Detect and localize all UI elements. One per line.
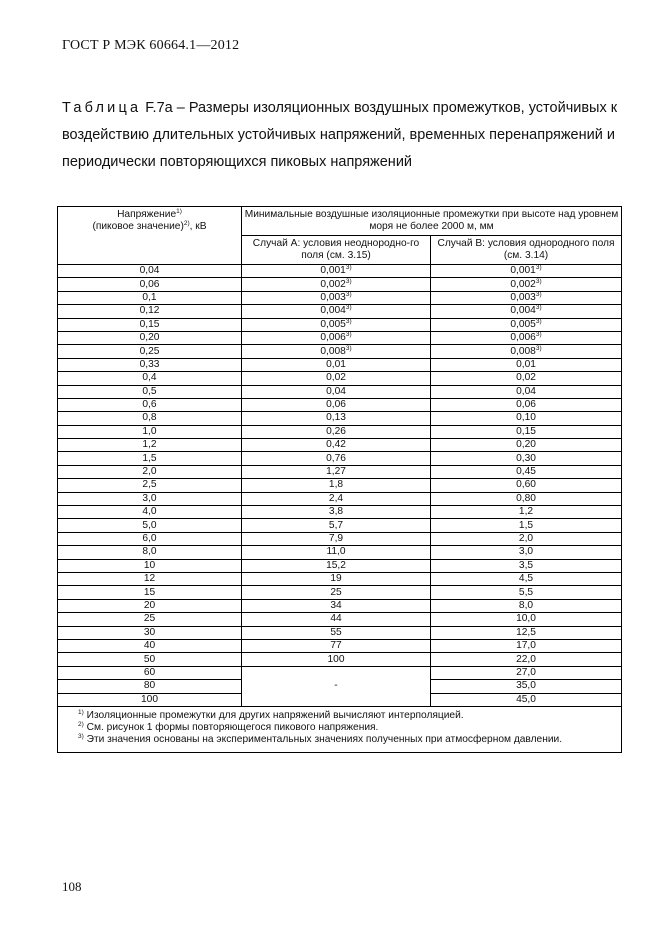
- voltage-cell: 40: [58, 639, 242, 652]
- case-a-cell: 0,42: [242, 439, 431, 452]
- page-number: 108: [62, 879, 82, 894]
- case-a-cell: 2,4: [242, 492, 431, 505]
- voltage-cell: 0,5: [58, 385, 242, 398]
- table-row: [58, 506, 622, 519]
- voltage-cell: 0,12: [58, 305, 242, 318]
- case-b-cell: 0,20: [431, 439, 622, 452]
- table-row: [58, 626, 622, 639]
- voltage-cell: 8,0: [58, 546, 242, 559]
- case-b-cell: 5,5: [431, 586, 622, 599]
- table-row: [58, 479, 622, 492]
- case-a-cell: 1,27: [242, 465, 431, 478]
- table-row: [58, 425, 622, 438]
- voltage-cell: 15: [58, 586, 242, 599]
- caption-number: F.7а: [145, 100, 173, 116]
- case-b-cell: 0,80: [431, 492, 622, 505]
- case-a-cell: 15,2: [242, 559, 431, 572]
- case-a-cell: 44: [242, 613, 431, 626]
- case-a-cell: 0,002$^{3)}$: [242, 278, 431, 291]
- case-b-cell: 0,002$^{3)}$: [431, 278, 622, 291]
- case-b-cell: 0,001$^{3)}$: [431, 265, 622, 278]
- voltage-cell: 1,0: [58, 425, 242, 438]
- case-b-cell: 35,0: [431, 680, 622, 693]
- case-b-cell: 0,60: [431, 479, 622, 492]
- case-a-cell: 0,76: [242, 452, 431, 465]
- table-row: [58, 412, 622, 425]
- voltage-cell: 5,0: [58, 519, 242, 532]
- voltage-cell: 0,1: [58, 291, 242, 304]
- voltage-cell: 0,04: [58, 265, 242, 278]
- case-a-cell: 0,02: [242, 372, 431, 385]
- voltage-cell: 1,2: [58, 439, 242, 452]
- case-b-cell: 45,0: [431, 693, 622, 706]
- table-row: [58, 265, 622, 278]
- case-a-cell: 5,7: [242, 519, 431, 532]
- voltage-cell: 20: [58, 599, 242, 612]
- case-b-cell: 22,0: [431, 653, 622, 666]
- table-caption: [62, 95, 622, 176]
- case-a-header: Случай А: условия неоднородно-го поля (см. 3.15): [242, 236, 431, 265]
- case-a-cell: 100: [242, 653, 431, 666]
- case-a-cell: 0,006$^{3)}$: [242, 331, 431, 344]
- table-row: [58, 639, 622, 652]
- case-b-cell: 10,0: [431, 613, 622, 626]
- case-b-cell: 0,01: [431, 358, 622, 371]
- case-b-cell: 0,45: [431, 465, 622, 478]
- case-a-cell: 0,004$^{3)}$: [242, 305, 431, 318]
- table-row: [58, 546, 622, 559]
- table-row: [58, 372, 622, 385]
- voltage-cell: 2,5: [58, 479, 242, 492]
- voltage-cell: 50: [58, 653, 242, 666]
- table-row: [58, 398, 622, 411]
- clearance-header: Минимальные воздушные изоляционные промежутки при высоте над уровнем моря не более 2000 м, мм: [242, 207, 622, 236]
- voltage-cell: 0,6: [58, 398, 242, 411]
- case-a-merged-cell: -: [242, 666, 431, 706]
- case-a-cell: 7,9: [242, 532, 431, 545]
- table-row: [58, 599, 622, 612]
- table-row: [58, 439, 622, 452]
- voltage-header: Напряжение$^{1)}$ (пиковое значение)$^{2)}$, кВ: [58, 207, 242, 265]
- case-a-cell: 0,26: [242, 425, 431, 438]
- voltage-cell: 2,0: [58, 465, 242, 478]
- case-b-cell: 0,04: [431, 385, 622, 398]
- case-b-cell: 27,0: [431, 666, 622, 679]
- table-row: [58, 572, 622, 585]
- voltage-cell: 0,8: [58, 412, 242, 425]
- case-a-cell: 55: [242, 626, 431, 639]
- case-b-cell: 17,0: [431, 639, 622, 652]
- voltage-cell: 60: [58, 666, 242, 679]
- voltage-cell: 25: [58, 613, 242, 626]
- case-b-cell: 3,0: [431, 546, 622, 559]
- case-b-cell: 0,02: [431, 372, 622, 385]
- table-row: [58, 452, 622, 465]
- table-row: [58, 358, 622, 371]
- table-row: [58, 492, 622, 505]
- document-header: ГОСТ Р МЭК 60664.1—2012: [62, 38, 240, 53]
- case-b-cell: 1,5: [431, 519, 622, 532]
- table-notes: [58, 706, 622, 752]
- clearance-table: [57, 206, 622, 753]
- case-a-cell: 0,13: [242, 412, 431, 425]
- table-row: [58, 331, 622, 344]
- voltage-cell: 0,25: [58, 345, 242, 358]
- case-a-cell: 0,003$^{3)}$: [242, 291, 431, 304]
- case-b-cell: 0,003$^{3)}$: [431, 291, 622, 304]
- case-b-cell: 4,5: [431, 572, 622, 585]
- table-row: [58, 519, 622, 532]
- table-row: [58, 613, 622, 626]
- table-row: [58, 532, 622, 545]
- voltage-cell: 100: [58, 693, 242, 706]
- case-a-cell: 34: [242, 599, 431, 612]
- case-b-header: Случай В: условия однородного поля (см. 3.14): [431, 236, 622, 265]
- case-b-cell: 0,06: [431, 398, 622, 411]
- voltage-cell: 4,0: [58, 506, 242, 519]
- voltage-cell: 3,0: [58, 492, 242, 505]
- table-row: [58, 666, 622, 679]
- table-row: [58, 291, 622, 304]
- case-a-cell: 3,8: [242, 506, 431, 519]
- case-a-cell: 0,001$^{3)}$: [242, 265, 431, 278]
- case-a-cell: 77: [242, 639, 431, 652]
- table-row: [58, 305, 622, 318]
- voltage-cell: 0,06: [58, 278, 242, 291]
- voltage-cell: 0,15: [58, 318, 242, 331]
- case-b-cell: 0,008$^{3)}$: [431, 345, 622, 358]
- case-b-cell: 2,0: [431, 532, 622, 545]
- case-b-cell: 0,10: [431, 412, 622, 425]
- voltage-cell: 10: [58, 559, 242, 572]
- footnote: $^{3)}$ Эти значения основаны на экспериментальных значениях полученных при атмосферном давлении.: [78, 732, 563, 745]
- case-a-cell: 25: [242, 586, 431, 599]
- voltage-cell: 80: [58, 680, 242, 693]
- table-row: [58, 318, 622, 331]
- case-a-cell: 11,0: [242, 546, 431, 559]
- case-b-cell: 0,004$^{3)}$: [431, 305, 622, 318]
- caption-label: Таблица: [62, 100, 142, 116]
- case-b-cell: 0,006$^{3)}$: [431, 331, 622, 344]
- case-b-cell: 0,005$^{3)}$: [431, 318, 622, 331]
- table-row: [58, 653, 622, 666]
- voltage-cell: 1,5: [58, 452, 242, 465]
- table-row: [58, 345, 622, 358]
- case-a-cell: 19: [242, 572, 431, 585]
- notes-row: [58, 706, 622, 752]
- voltage-cell: 0,20: [58, 331, 242, 344]
- voltage-cell: 12: [58, 572, 242, 585]
- voltage-cell: 6,0: [58, 532, 242, 545]
- footnote: $^{1)}$ Изоляционные промежутки для других напряжений вычисляют интерполяцией.: [78, 708, 464, 721]
- table-row: [58, 559, 622, 572]
- case-b-cell: 1,2: [431, 506, 622, 519]
- case-b-cell: 12,5: [431, 626, 622, 639]
- case-a-cell: 0,06: [242, 398, 431, 411]
- case-a-cell: 0,005$^{3)}$: [242, 318, 431, 331]
- footnote: $^{2)}$ См. рисунок 1 формы повторяющегося пикового напряжения.: [78, 720, 379, 733]
- voltage-cell: 0,33: [58, 358, 242, 371]
- table-row: [58, 586, 622, 599]
- case-b-cell: 0,30: [431, 452, 622, 465]
- caption-text: – Размеры изоляционных воздушных промежутков, устойчивых к воздействию длительных устойчивых напряжений, временных перенапряжений и периодически повторяющихся пиковых напряжений: [62, 100, 618, 170]
- table-row: [58, 278, 622, 291]
- case-a-cell: 0,04: [242, 385, 431, 398]
- case-a-cell: 0,008$^{3)}$: [242, 345, 431, 358]
- case-a-cell: 0,01: [242, 358, 431, 371]
- case-b-cell: 0,15: [431, 425, 622, 438]
- case-b-cell: 8,0: [431, 599, 622, 612]
- table-row: [58, 385, 622, 398]
- table-row: [58, 465, 622, 478]
- voltage-cell: 30: [58, 626, 242, 639]
- voltage-cell: 0,4: [58, 372, 242, 385]
- case-a-cell: 1,8: [242, 479, 431, 492]
- case-b-cell: 3,5: [431, 559, 622, 572]
